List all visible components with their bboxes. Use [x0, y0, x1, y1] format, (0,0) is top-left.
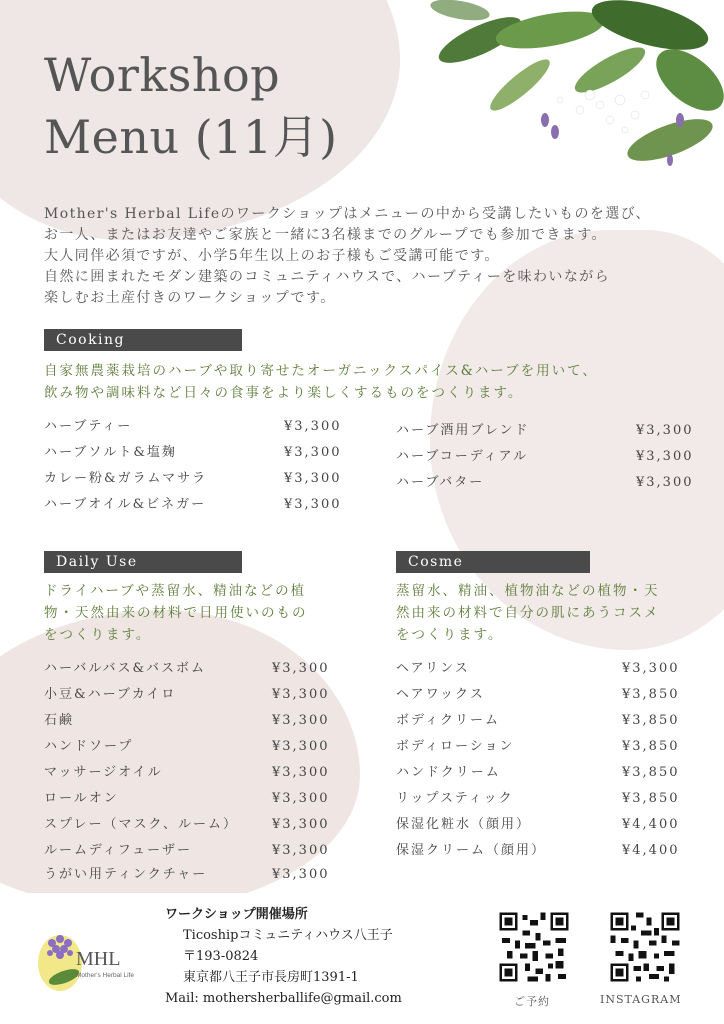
menu-item-price: ¥3,300	[272, 867, 330, 882]
reserve-qr-code[interactable]	[497, 910, 571, 984]
menu-item	[44, 414, 344, 440]
menu-item-name: ヘアリンス	[396, 661, 470, 676]
menu-item	[396, 708, 696, 734]
intro-text	[44, 204, 651, 309]
menu-item-name: ハーブソルト&塩麹	[44, 445, 177, 460]
menu-item-price: ¥3,850	[622, 765, 680, 780]
cooking-desc-line: 自家無農薬栽培のハーブや取り寄せたオーガニックスパイス&ハーブを用いて、	[44, 363, 598, 379]
menu-item-name: ハーブコーディアル	[396, 449, 529, 464]
venue-mail[interactable]: Mail: mothersherballife@gmail.com	[165, 991, 402, 1006]
cosme-desc-line: 然由来の材料で自分の肌にあうコスメ	[396, 605, 660, 621]
menu-item-name: ヘアワックス	[396, 687, 485, 702]
menu-item	[396, 812, 696, 838]
venue-postal: 〒193-0824	[183, 949, 259, 964]
menu-item	[396, 444, 696, 470]
mhl-logo	[30, 925, 150, 995]
menu-item-name: ハーブティー	[44, 419, 133, 434]
menu-item-price: ¥3,850	[622, 713, 680, 728]
menu-item-price: ¥3,300	[272, 765, 330, 780]
logo-abbr: MHL	[76, 948, 121, 970]
intro-line: お一人、またはお友達やご家族と一緒に3名様までのグループでも参加できます。	[44, 227, 607, 243]
venue-address: 東京都八王子市長房町1391-1	[183, 970, 359, 985]
venue-info	[165, 904, 402, 1009]
menu-item	[44, 656, 344, 682]
menu-item-name: カレー粉&ガラムマサラ	[44, 471, 208, 486]
menu-item-price: ¥3,850	[622, 739, 680, 754]
daily-desc-line: をつくります。	[44, 627, 152, 643]
menu-item	[44, 812, 344, 838]
cooking-header: Cooking	[44, 329, 242, 351]
menu-item	[396, 418, 696, 444]
menu-item	[396, 682, 696, 708]
menu-item	[44, 786, 344, 812]
menu-item-name: スプレー（マスク、ルーム）	[44, 817, 238, 832]
menu-item	[44, 838, 344, 864]
menu-item-name: ボディクリーム	[396, 713, 500, 728]
menu-item-name: ハーブバター	[396, 475, 485, 490]
menu-item-price: ¥3,850	[622, 791, 680, 806]
cosme-description	[396, 580, 660, 646]
daily-desc-line: 物・天然由来の材料で日用使いのもの	[44, 605, 308, 621]
menu-item	[44, 466, 344, 492]
daily-use-menu	[44, 656, 344, 886]
menu-item	[396, 760, 696, 786]
title-line-1: Workshop	[44, 48, 281, 102]
menu-item-price: ¥3,300	[284, 445, 342, 460]
intro-line: 自然に囲まれたモダン建築のコミュニティハウスで、ハーブティーを味わいながら	[44, 269, 611, 285]
cooking-description	[44, 360, 598, 404]
menu-item	[396, 734, 696, 760]
reserve-label: ご予約	[514, 995, 550, 1008]
menu-item-price: ¥3,300	[284, 471, 342, 486]
intro-line: Mother's Herbal Lifeのワークショップはメニューの中から受講したいものを選び、	[44, 206, 651, 222]
menu-item-name: リップスティック	[396, 791, 514, 806]
menu-item-price: ¥3,300	[636, 449, 694, 464]
menu-item-price: ¥3,300	[284, 419, 342, 434]
logo-full: Mother's Herbal Life	[76, 972, 134, 979]
venue-heading: ワークショップ開催場所	[165, 907, 308, 922]
title-line-2: Menu (11月)	[44, 110, 338, 164]
cosme-desc-line: をつくります。	[396, 627, 504, 643]
menu-item-price: ¥4,400	[622, 817, 680, 832]
menu-item-price: ¥3,300	[636, 475, 694, 490]
menu-item	[44, 760, 344, 786]
menu-item	[396, 656, 696, 682]
page-title	[44, 44, 338, 168]
daily-use-header: Daily Use	[44, 551, 242, 573]
cooking-menu-right	[396, 418, 696, 496]
menu-item-name: ハンドクリーム	[396, 765, 501, 780]
menu-item-name: マッサージオイル	[44, 765, 163, 780]
instagram-qr-code[interactable]	[608, 910, 682, 984]
menu-item-price: ¥3,300	[284, 497, 342, 512]
menu-item-price: ¥3,300	[272, 713, 330, 728]
menu-item	[396, 786, 696, 812]
cosme-header: Cosme	[396, 551, 590, 573]
herb-photo	[420, 0, 724, 175]
menu-item	[44, 734, 344, 760]
cooking-menu-left	[44, 414, 344, 518]
menu-item-price: ¥3,300	[272, 843, 330, 858]
menu-item-name: ハーバルバス&バスボム	[44, 661, 207, 676]
menu-item-name: ボディローション	[396, 739, 515, 754]
menu-item	[44, 682, 344, 708]
menu-item-name: ハーブオイル&ビネガー	[44, 497, 207, 512]
menu-item-price: ¥3,300	[636, 423, 694, 438]
menu-item-price: ¥3,300	[622, 661, 680, 676]
instagram-label: INSTAGRAM	[600, 993, 682, 1006]
cosme-menu	[396, 656, 696, 864]
menu-item-name: 保湿化粧水（顔用）	[396, 817, 532, 832]
menu-item-price: ¥3,300	[272, 661, 330, 676]
menu-item-name: 小豆&ハーブカイロ	[44, 687, 177, 702]
menu-item-price: ¥3,300	[272, 687, 330, 702]
menu-item-name: うがい用ティンクチャー	[44, 867, 208, 882]
menu-item	[44, 708, 344, 734]
menu-item-name: ルームディフューザー	[44, 843, 193, 858]
menu-item-price: ¥3,300	[272, 739, 330, 754]
menu-item-name: ロールオン	[44, 791, 119, 806]
intro-line: 大人同伴必須ですが、小学5年生以上のお子様もご受講可能です。	[44, 248, 500, 264]
menu-item-name: 石鹸	[44, 713, 75, 728]
daily-use-description	[44, 580, 308, 646]
daily-desc-line: ドライハーブや蒸留水、精油などの植	[44, 583, 307, 599]
cooking-desc-line: 飲み物や調味料など日々の食事をより楽しくするものをつくります。	[44, 385, 524, 401]
menu-item-price: ¥3,300	[272, 791, 330, 806]
menu-item	[396, 470, 696, 496]
menu-item-price: ¥3,850	[622, 687, 680, 702]
menu-item-name: ハンドソープ	[44, 739, 134, 754]
menu-item-name: 保湿クリーム（顔用）	[396, 843, 547, 858]
cosme-desc-line: 蒸留水、精油、植物油などの植物・天	[396, 583, 660, 599]
venue-name: Ticoshipコミュニティハウス八王子	[183, 928, 393, 943]
menu-item-price: ¥4,400	[622, 843, 680, 858]
menu-item	[44, 864, 344, 886]
menu-item	[396, 838, 696, 864]
menu-item	[44, 440, 344, 466]
intro-line: 楽しむお土産付きのワークショップです。	[44, 290, 336, 306]
menu-item-name: ハーブ酒用ブレンド	[396, 423, 530, 438]
menu-item	[44, 492, 344, 518]
menu-item-price: ¥3,300	[272, 817, 330, 832]
